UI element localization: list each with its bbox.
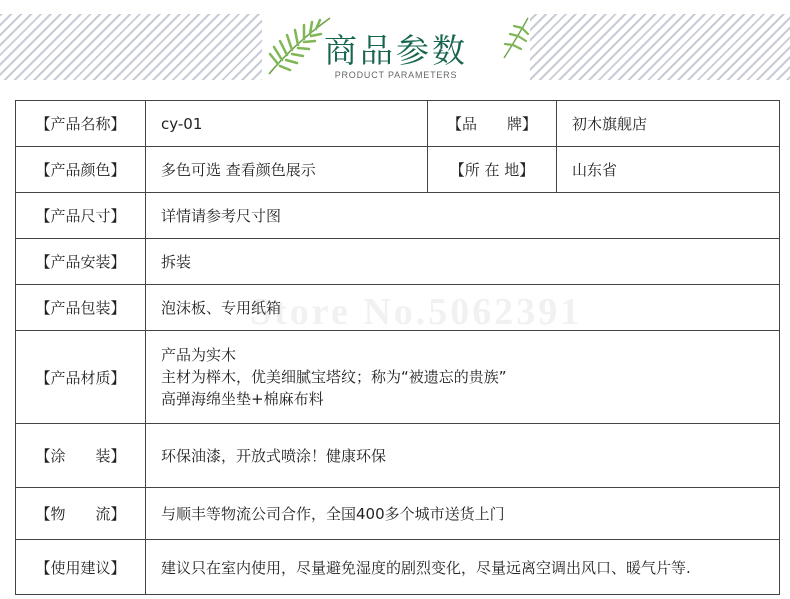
stripe-pattern-right xyxy=(525,14,790,80)
row-label: 【产品安装】 xyxy=(16,239,146,285)
row-label: 【物 流】 xyxy=(16,488,146,540)
row-label: 【产品颜色】 xyxy=(16,147,146,193)
row-value: 拆装 xyxy=(146,239,780,285)
table-row xyxy=(16,193,780,239)
material-line: 产品为实木 xyxy=(161,346,237,364)
header-banner xyxy=(0,0,790,92)
material-line: 主材为榉木，优美细腻宝塔纹；称为“被遗忘的贵族” xyxy=(161,368,507,386)
row-label: 【产品尺寸】 xyxy=(16,193,146,239)
row-label: 【产品包装】 xyxy=(16,285,146,331)
row-value: 多色可选 查看颜色展示 xyxy=(146,147,428,193)
stripe-pattern-left xyxy=(0,14,270,80)
row-label: 【产品材质】 xyxy=(16,331,146,424)
row-label: 【产品名称】 xyxy=(16,101,146,147)
store-watermark: Store No.5062391 xyxy=(250,291,583,333)
table-row xyxy=(16,424,780,488)
table-row xyxy=(16,147,780,193)
row-value: 与顺丰等物流公司合作，全国400多个城市送货上门 xyxy=(146,488,780,540)
title-box xyxy=(262,8,530,88)
page-title: 商品参数 xyxy=(324,31,468,70)
row-value: 泡沫板、专用纸箱 xyxy=(146,285,780,331)
row-value xyxy=(146,331,780,424)
table-row xyxy=(16,331,780,424)
row-value: 详情请参考尺寸图 xyxy=(146,193,780,239)
row-value: 初木旗舰店 xyxy=(557,101,780,147)
page-subtitle: PRODUCT PARAMETERS xyxy=(334,70,458,80)
table-row xyxy=(16,540,780,595)
row-value: 山东省 xyxy=(557,147,780,193)
row-label: 【涂 装】 xyxy=(16,424,146,488)
material-line: 高弹海绵坐垫+棉麻布料 xyxy=(161,390,324,408)
row-label: 【品 牌】 xyxy=(428,101,557,147)
table-row xyxy=(16,285,780,331)
row-value: 建议只在室内使用，尽量避免湿度的剧烈变化，尽量远离空调出风口、暖气片等. xyxy=(146,540,780,595)
palm-leaf-icon xyxy=(500,14,530,64)
table-row xyxy=(16,101,780,147)
row-label: 【所 在 地】 xyxy=(428,147,557,193)
table-row xyxy=(16,239,780,285)
product-params-table xyxy=(15,100,780,595)
table-row xyxy=(16,488,780,540)
row-value: cy-01 xyxy=(146,101,428,147)
row-label: 【使用建议】 xyxy=(16,540,146,595)
row-value: 环保油漆，开放式喷涂！健康环保 xyxy=(146,424,780,488)
